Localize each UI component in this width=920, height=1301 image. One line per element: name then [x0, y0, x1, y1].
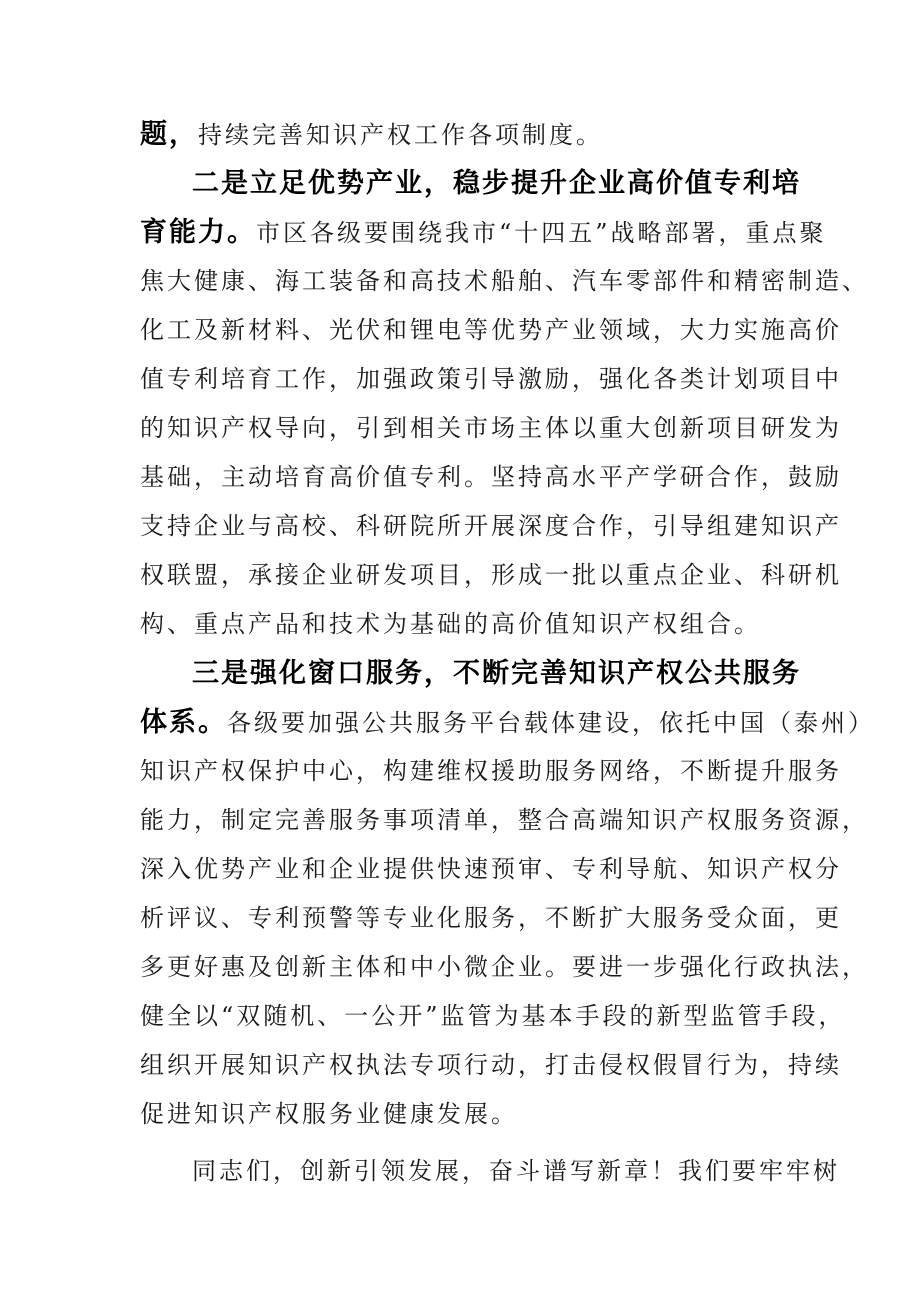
- bold-heading-text: 二是立足优势产业，稳步提升企业高价值专利培: [192, 168, 801, 199]
- paragraph-1-line-0: [140, 159, 801, 208]
- bold-heading-text: 体系。: [140, 707, 227, 738]
- paragraph-1-line-2: 焦大健康、海工装备和高技术船舶、汽车零部件和精密制造、: [140, 267, 869, 295]
- bold-heading-text: 三是强化窗口服务，不断完善知识产权公共服务: [192, 658, 801, 689]
- bold-lead-text: 题，: [140, 119, 198, 150]
- bold-heading-text: 育能力。: [140, 217, 256, 248]
- paragraph-1-line-9: 构、重点产品和技术为基础的高价值知识产权组合。: [140, 610, 761, 638]
- paragraph-2-line-6: 多更好惠及创新主体和中小微企业。要进一步强化行政执法，: [140, 953, 869, 981]
- paragraph-2-line-0: [140, 649, 801, 698]
- paragraph-2-line-8: 组织开展知识产权执法专项行动，打击侵权假冒行为，持续: [140, 1051, 842, 1079]
- body-text: 各级要加强公共服务平台载体建设，依托中国（泰州）: [227, 709, 875, 737]
- paragraph-1-line-7: 支持企业与高校、科研院所开展深度合作，引导组建知识产: [140, 512, 842, 540]
- body-text: 市区各级要围绕我市“十四五”战略部署，重点聚: [256, 219, 827, 247]
- paragraph-3-line-0: 同志们，创新引领发展，奋斗谱写新章！我们要牢牢树: [192, 1157, 840, 1185]
- paragraph-2-line-2: 知识产权保护中心，构建维权援助服务网络，不断提升服务: [140, 757, 842, 785]
- paragraph-2-line-1: [140, 698, 875, 747]
- paragraph-2-line-5: 析评议、专利预警等专业化服务，不断扩大服务受众面，更: [140, 904, 842, 932]
- paragraph-spacer: [140, 1139, 792, 1147]
- body-text: 持续完善知识产权工作各项制度。: [198, 121, 603, 149]
- paragraph-1-line-5: 的知识产权导向，引到相关市场主体以重大创新项目研发为: [140, 414, 842, 442]
- paragraph-2-line-9: 促进知识产权服务业健康发展。: [140, 1100, 518, 1128]
- document-body: [140, 110, 875, 1196]
- paragraph-2-line-7: 健全以“双随机、一公开”监管为基本手段的新型监管手段，: [140, 1002, 846, 1030]
- paragraph-1-line-1: [140, 208, 827, 257]
- paragraph-1-line-8: 权联盟，承接企业研发项目，形成一批以重点企业、科研机: [140, 561, 842, 589]
- paragraph-1-line-3: 化工及新材料、光伏和锂电等优势产业领域，大力实施高价: [140, 316, 842, 344]
- paragraph-2-line-4: 深入优势产业和企业提供快速预审、专利导航、知识产权分: [140, 855, 842, 883]
- paragraph-1-line-4: 值专利培育工作，加强政策引导激励，强化各类计划项目中: [140, 365, 842, 393]
- paragraph-2-line-3: 能力，制定完善服务事项清单，整合高端知识产权服务资源，: [140, 806, 869, 834]
- paragraph-0-line-0: [140, 110, 792, 159]
- paragraph-1-line-6: 基础，主动培育高价值专利。坚持高水平产学研合作，鼓励: [140, 463, 842, 491]
